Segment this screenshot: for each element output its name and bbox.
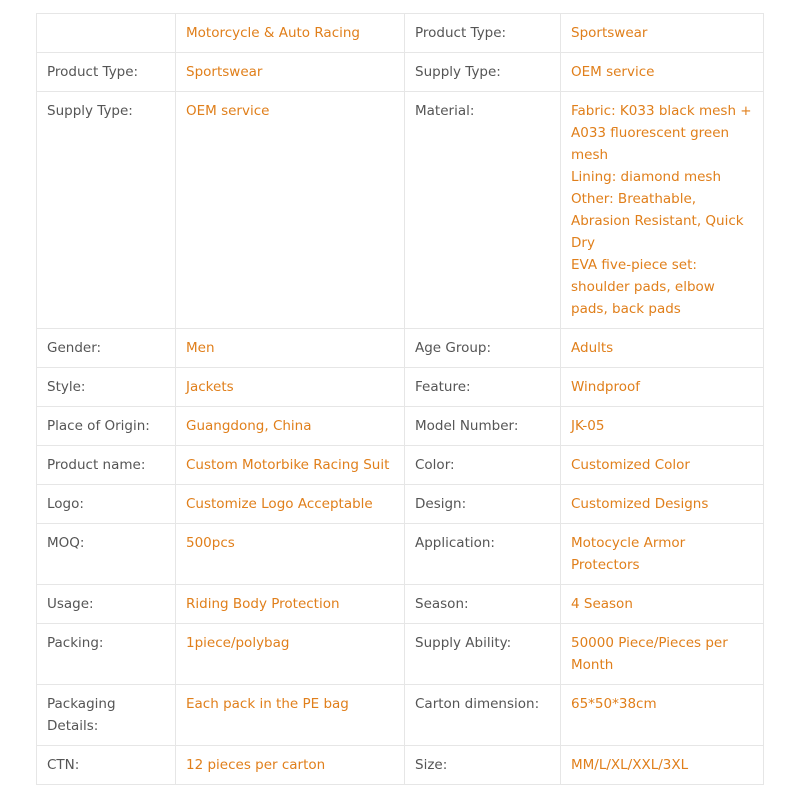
spec-value [561,746,764,785]
spec-value-line: Riding Body Protection [186,596,340,612]
spec-value [561,407,764,446]
spec-label: Supply Ability: [405,624,561,685]
spec-row [37,407,764,446]
spec-value-line: Windproof [571,379,641,395]
spec-label: Usage: [37,585,176,624]
spec-value-line: Sportswear [571,25,648,41]
spec-value [561,14,764,53]
spec-value-line: Jackets [186,379,234,395]
spec-value [561,92,764,329]
spec-label: Gender: [37,329,176,368]
spec-value-line: Customized Designs [571,496,709,512]
spec-label [37,14,176,53]
spec-row [37,92,764,329]
spec-value-line: Men [186,340,215,356]
spec-value [176,53,405,92]
spec-value-line: Guangdong, China [186,418,312,434]
spec-label: Supply Type: [37,92,176,329]
spec-value-line: MM/L/XL/XXL/3XL [571,757,689,773]
spec-label: Carton dimension: [405,685,561,746]
spec-label: Product Type: [405,14,561,53]
spec-label: Packaging Details: [37,685,176,746]
spec-row [37,624,764,685]
spec-label: Packing: [37,624,176,685]
spec-value-line: OEM service [186,103,270,119]
spec-label: Style: [37,368,176,407]
spec-value-line: Fabric: K033 black mesh + A033 fluorescent green mesh [571,103,752,163]
spec-row [37,524,764,585]
spec-value-line: OEM service [571,64,655,80]
spec-value-line: 1piece/polybag [186,635,290,651]
spec-label: Age Group: [405,329,561,368]
spec-value-line: Adults [571,340,614,356]
spec-value-line: Customize Logo Acceptable [186,496,373,512]
spec-value [176,407,405,446]
spec-value [561,624,764,685]
spec-label: Logo: [37,485,176,524]
spec-value [561,368,764,407]
spec-row [37,746,764,785]
spec-value-line: Custom Motorbike Racing Suit [186,457,390,473]
spec-row [37,446,764,485]
spec-label: Supply Type: [405,53,561,92]
spec-value-line: JK-05 [571,418,605,434]
spec-value-line: 65*50*38cm [571,696,657,712]
spec-value [176,685,405,746]
spec-row [37,14,764,53]
spec-label: Color: [405,446,561,485]
spec-label: MOQ: [37,524,176,585]
spec-label: Feature: [405,368,561,407]
spec-label: Product name: [37,446,176,485]
spec-label: Season: [405,585,561,624]
spec-label: Model Number: [405,407,561,446]
spec-row [37,485,764,524]
spec-value-line: 50000 Piece/Pieces per Month [571,635,728,673]
spec-label: Material: [405,92,561,329]
spec-value [561,329,764,368]
spec-value [561,585,764,624]
spec-value [176,92,405,329]
spec-value-line: Each pack in the PE bag [186,696,349,712]
spec-value-line: 12 pieces per carton [186,757,326,773]
product-spec-table [36,13,764,785]
spec-label: CTN: [37,746,176,785]
spec-value [561,524,764,585]
spec-row [37,53,764,92]
spec-value [176,446,405,485]
spec-value-line: Lining: diamond mesh [571,169,722,185]
spec-value [561,685,764,746]
spec-value-line: Motorcycle & Auto Racing [186,25,361,41]
spec-value [176,485,405,524]
spec-row [37,585,764,624]
spec-value-line: 500pcs [186,535,235,551]
spec-row [37,685,764,746]
spec-value-line: 4 Season [571,596,633,612]
spec-value [176,624,405,685]
spec-label: Application: [405,524,561,585]
spec-value [561,446,764,485]
spec-value-line: Motocycle Armor Protectors [571,535,686,573]
spec-label: Product Type: [37,53,176,92]
spec-value-line: Sportswear [186,64,263,80]
spec-label: Place of Origin: [37,407,176,446]
spec-value [561,53,764,92]
spec-value [176,14,405,53]
spec-label: Size: [405,746,561,785]
spec-value [561,485,764,524]
spec-value [176,746,405,785]
spec-value [176,329,405,368]
spec-value [176,368,405,407]
spec-value-line: Customized Color [571,457,690,473]
spec-value-line: EVA five-piece set: shoulder pads, elbow pads, back pads [571,257,715,317]
spec-value [176,585,405,624]
spec-value-line: Other: Breathable, Abrasion Resistant, Quick Dry [571,191,744,251]
spec-row [37,368,764,407]
spec-table-body [37,14,764,785]
spec-label: Design: [405,485,561,524]
spec-row [37,329,764,368]
spec-value [176,524,405,585]
